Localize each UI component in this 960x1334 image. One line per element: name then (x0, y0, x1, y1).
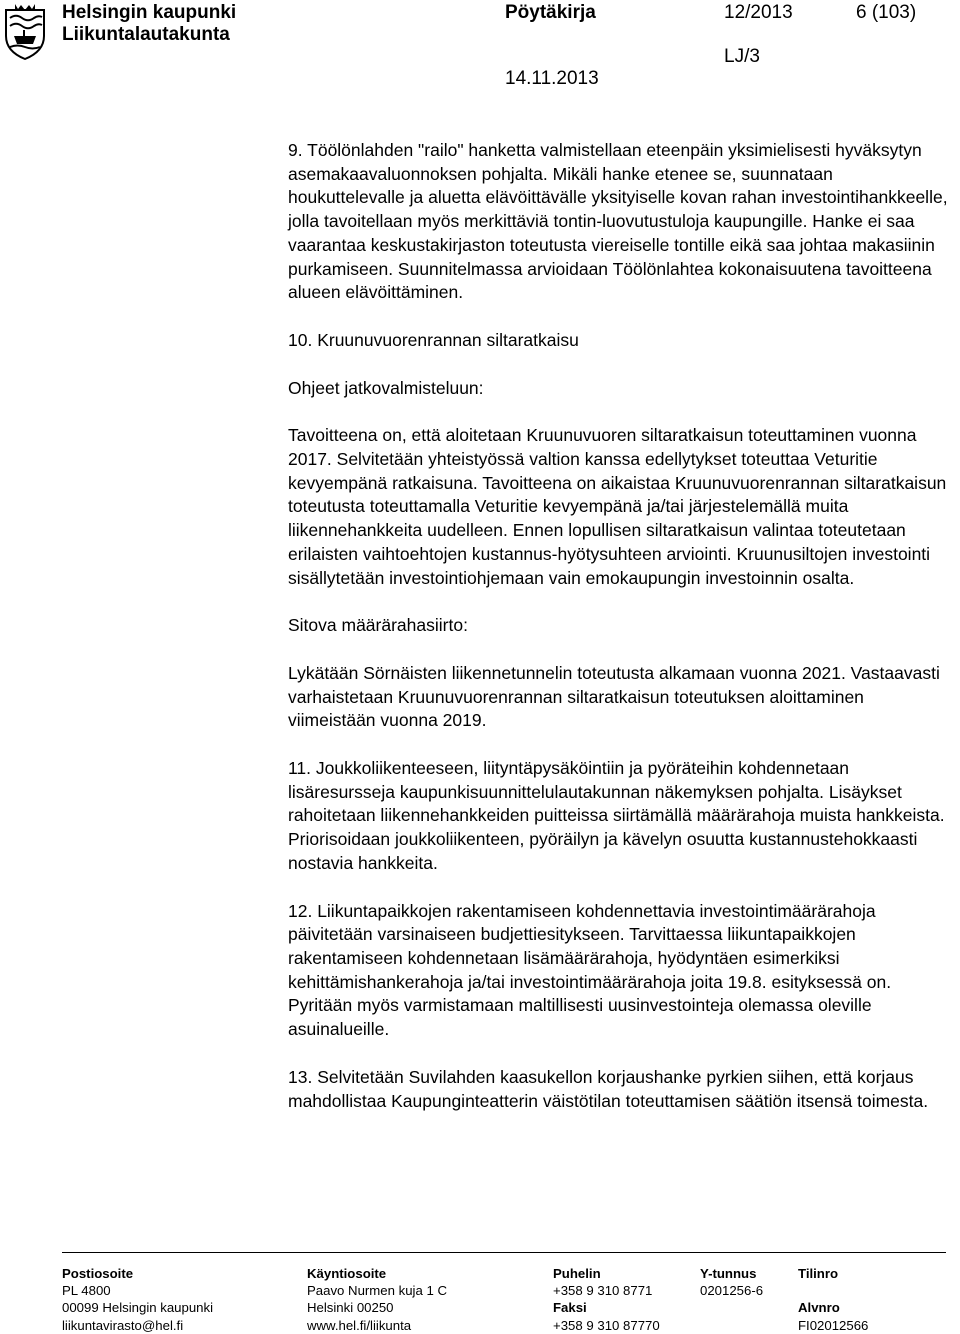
fax-heading: Faksi (553, 1300, 587, 1316)
binding-transfer-text: Lykätään Sörnäisten liikennetunnelin toteutusta alkamaan vuonna 2021. Vastaavasti varhaistetaan Kruunuvuorenrannan siltaratkaisun toteutuksen aloittaminen viimeistään vuonna 2019. (288, 662, 940, 731)
page-number: 6 (103) (856, 2, 917, 23)
business-id-heading: Y-tunnus (700, 1266, 757, 1281)
committee-name: Liikuntalautakunta (62, 24, 230, 45)
instructions-heading: Ohjeet jatkovalmisteluun: (288, 377, 484, 398)
footer-divider (62, 1252, 946, 1253)
footer-visit (307, 1265, 447, 1334)
document-body (288, 139, 948, 1113)
visit-street: Paavo Nurmen kuja 1 C (307, 1283, 448, 1299)
account-heading: Tilinro (798, 1266, 839, 1281)
paragraph-9: 9. Töölönlahden "railo" hanketta valmistellaan eteenpäin yksimielisesti hyväksytyn asemakaavaluonnoksen pohjalta. Mikäli hanke etenee se, suunnataan houkuttelevalle ja aluetta elävöittävälle yksityiselle kovan rahan investointihankkeelle, jolla tavoitellaan myös merkittäviä tontin-luovutustuloja kaupungille. Hanke ei saa vaarantaa keskustakirjaston toteutusta viereiselle tontille eikä saa johtaa makasiinin purkamiseen. Suunnitelmassa arvioidaan Töölönlahtea kokonaisuutena tavoitteena alueen elävöittäminen. (288, 140, 948, 303)
vat-number: FI02012566 (798, 1317, 869, 1333)
footer-phone (553, 1265, 660, 1334)
phone-heading: Puhelin (553, 1266, 601, 1281)
footer-business-id (700, 1265, 763, 1299)
phone-number: +358 9 310 8771 (553, 1283, 653, 1299)
visit-city: Helsinki 00250 (307, 1300, 394, 1316)
section-code: LJ/3 (724, 46, 760, 67)
postal-box: PL 4800 (62, 1283, 111, 1299)
postal-city: 00099 Helsingin kaupunki (62, 1300, 214, 1316)
footer-postal (62, 1265, 213, 1334)
contact-email: liikuntavirasto@hel.fi (62, 1317, 184, 1333)
meeting-date: 14.11.2013 (505, 68, 599, 89)
postal-heading: Postiosoite (62, 1266, 134, 1281)
org-name: Helsingin kaupunki (62, 2, 237, 23)
paragraph-12: 12. Liikuntapaikkojen rakentamiseen kohdennettavia investointimäärärahoja päivitetään varsinaiseen budjettiesitykseen. Tarvittaessa liikuntapaikkojen rakentamiseen kohdennetaan lisämäärärahoja, hyödyntäen esimerkiksi kehittämishankerahoja ja/tai investointimäärärahoja joita 19.8. esityksessä on. Pyritään myös varmistamaan maltillisesti uusinvestointeja olemassa oleville asuinalueille. (288, 900, 892, 1040)
binding-transfer-heading: Sitova määrärahasiirto: (288, 615, 468, 636)
helsinki-crest-icon (2, 2, 48, 60)
footer-account (798, 1265, 868, 1334)
paragraph-13: 13. Selvitetään Suvilahden kaasukellon korjaushanke pyrkien siihen, että korjaus mahdollistaa Kaupunginteatterin väistötilan toteuttamisen säätiön itsensä toimesta. (288, 1066, 929, 1111)
visit-heading: Käyntiosoite (307, 1266, 387, 1281)
paragraph-10-heading: 10. Kruunuvuorenrannan siltaratkaisu (288, 329, 579, 350)
doc-number: 12/2013 (724, 2, 793, 23)
doc-type: Pöytäkirja (505, 2, 596, 23)
website-url: www.hel.fi/liikunta (307, 1317, 412, 1333)
account-spacer (798, 1282, 868, 1299)
paragraph-10-text: Tavoitteena on, että aloitetaan Kruunuvuoren siltaratkaisun toteuttaminen vuonna 2017. Selvitetään yhteistyössä valtion kanssa edellytykset toteuttaa Veturitie kevyempänä ratkaisuna. Tavoitteena on aikaistaa Kruunuvuorenrannan siltaratkaisun toteutusta toteuttamalla Veturitie kevyempänä ja/tai järjestelemällä muita liikennehankkeita uudelleen. Ennen lopullisen siltaratkaisun valintaa toteutetaan erilaisten vaihtoehtojen kustannus-hyötysuhteen arviointi. Kruunusiltojen investointi sisällytetään investointiohjemaan vain emokaupungin investoinnin osalta. (288, 425, 947, 588)
vat-heading: Alvnro (798, 1300, 840, 1316)
fax-number: +358 9 310 87770 (553, 1317, 660, 1333)
business-id: 0201256-6 (700, 1283, 764, 1299)
paragraph-11: 11. Joukkoliikenteeseen, liityntäpysäköintiin ja pyöräteihin kohdennetaan lisäresursseja kaupunkisuunnittelulautakunnan näkemyksen pohjalta. Lisäykset rahoitetaan liikennehankkeiden puitteissa siirtämällä määrärahoja muista hankkeista. Priorisoidaan joukkoliikenteen, pyöräilyn ja kävelyn osuutta kustannustehokkaasti nostavia hankkeita. (288, 758, 945, 873)
